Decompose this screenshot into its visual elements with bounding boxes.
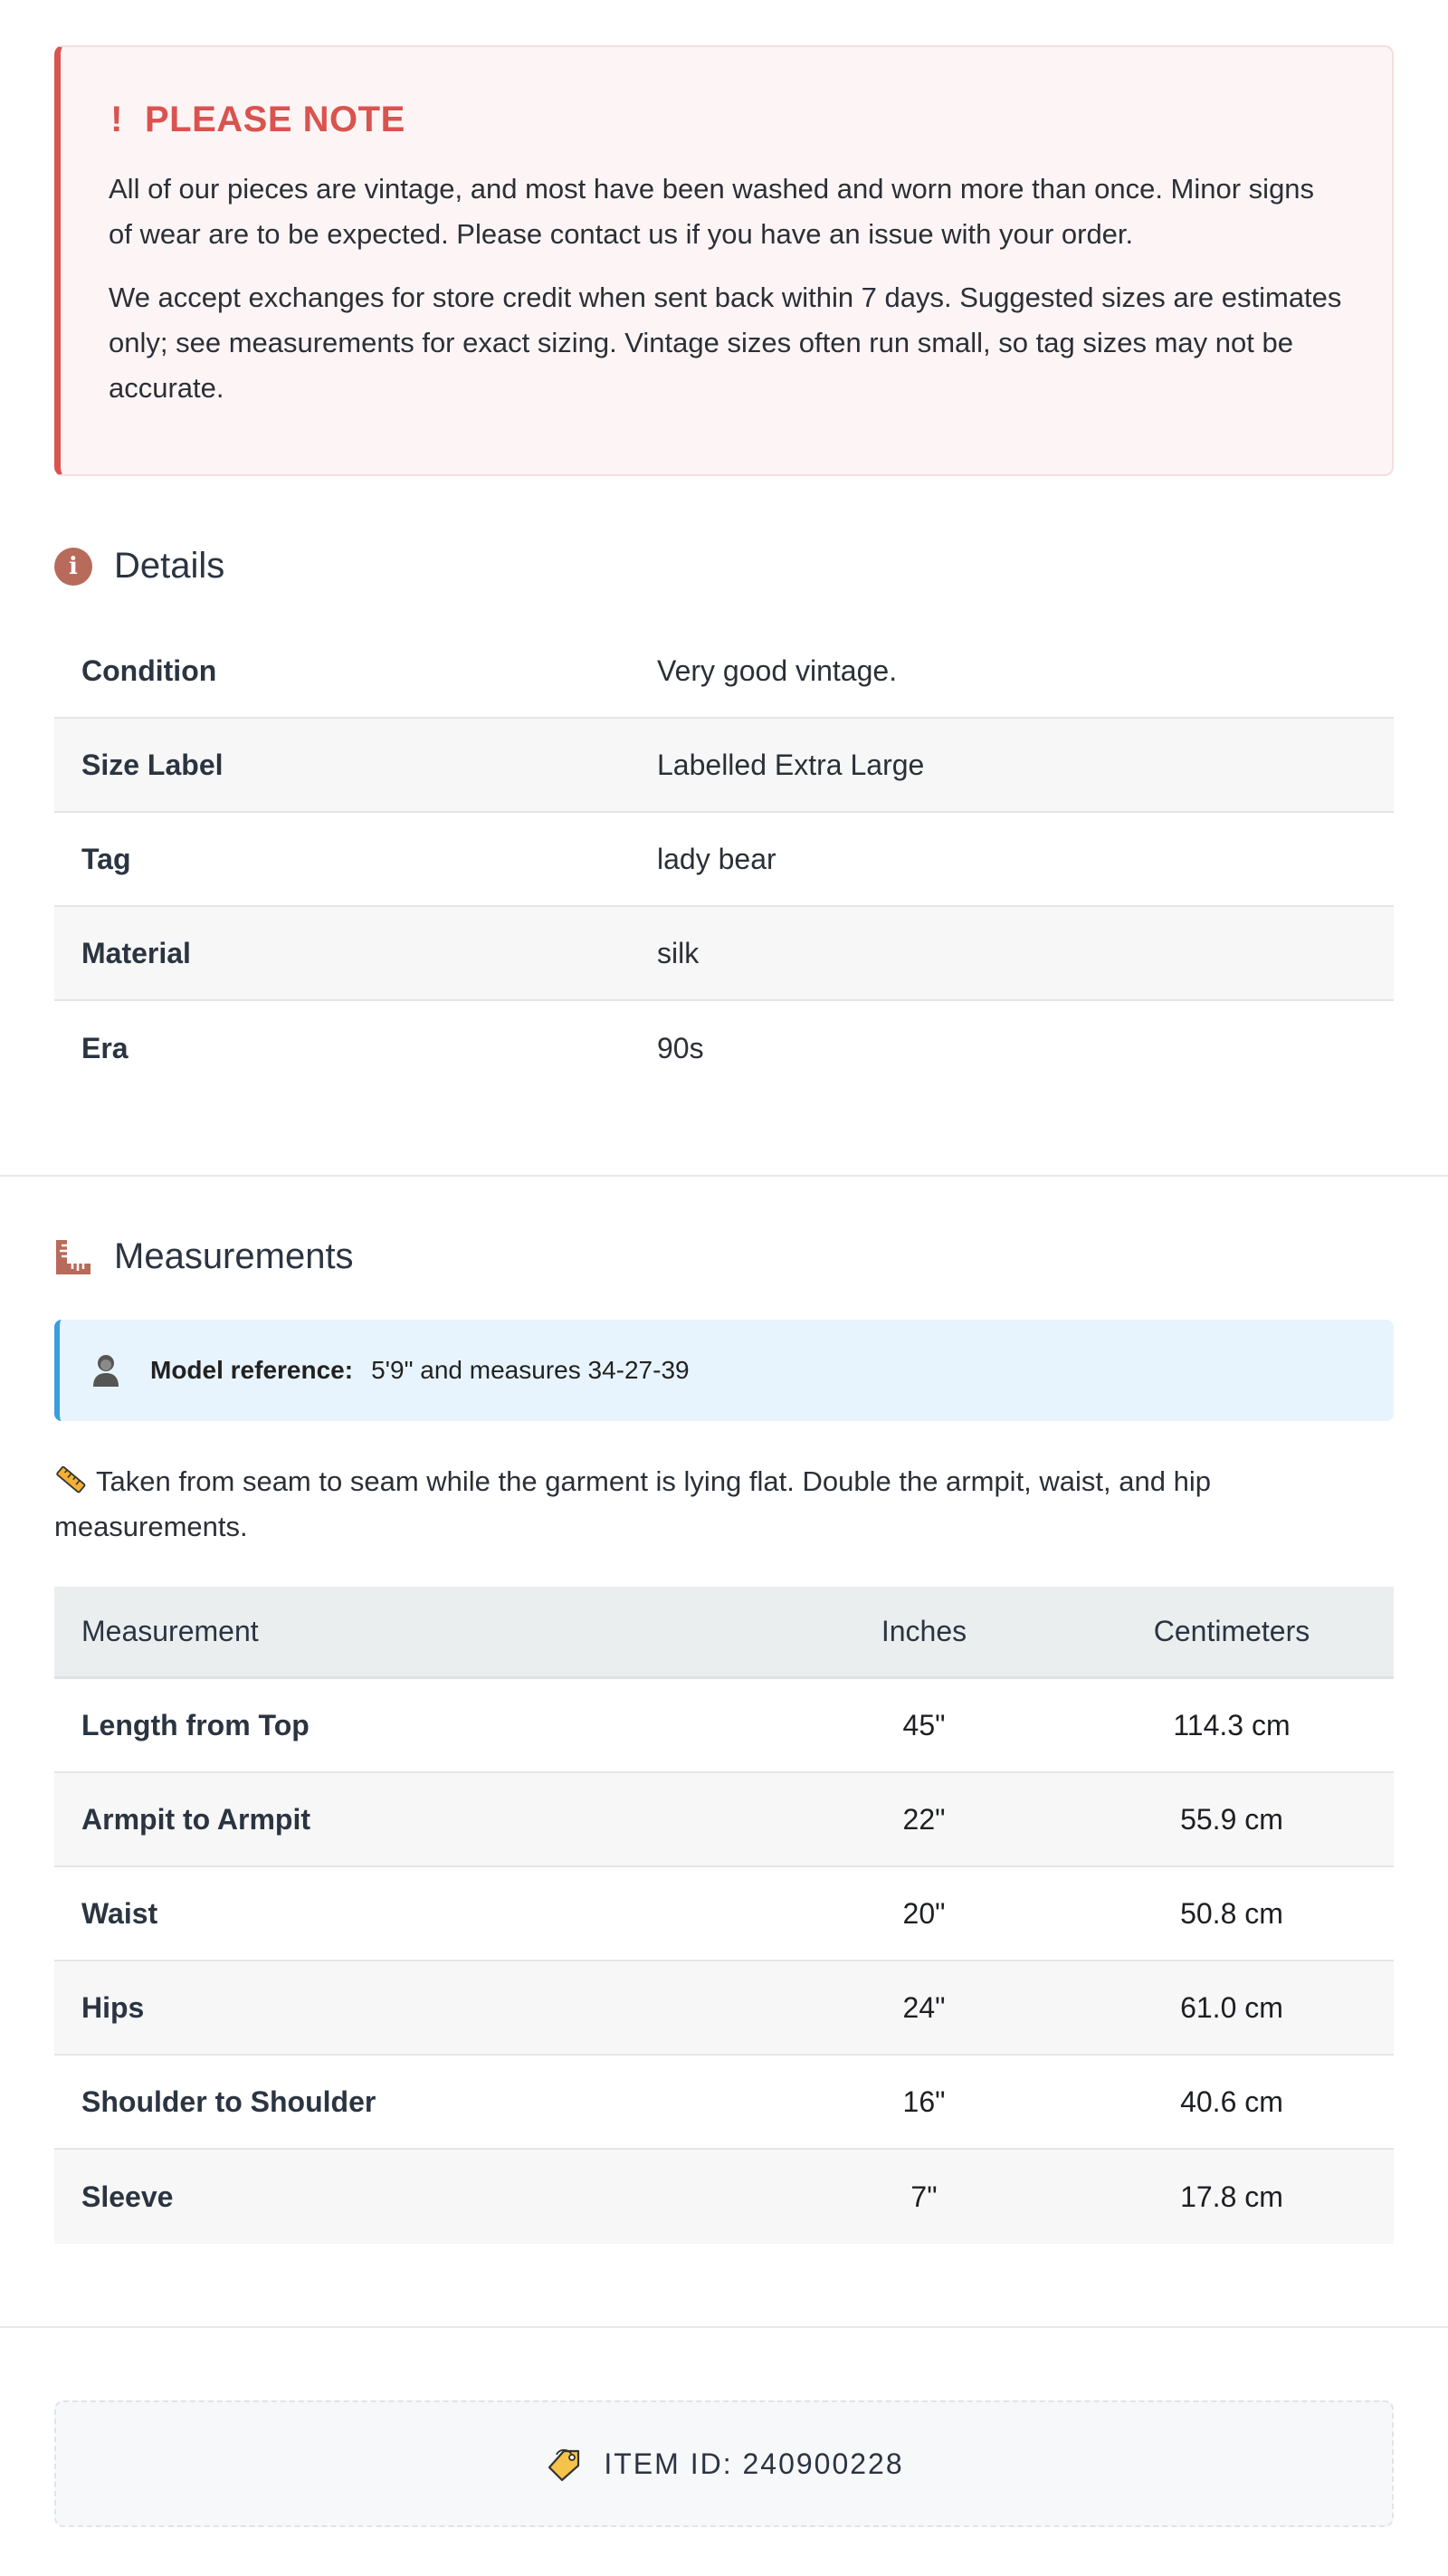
measurement-inches: 45" (902, 1708, 946, 1741)
measurement-inches: 22" (902, 1802, 946, 1836)
notice-heading (109, 100, 1345, 139)
table-row (54, 813, 1394, 907)
details-table (54, 625, 1394, 1095)
measurements-title: Measurements (114, 1236, 354, 1276)
notice-paragraph: All of our pieces are vintage, and most have been washed and worn more than once. Minor signs of wear are to be expected. Please contact us if you have an issue with your order. (109, 173, 1315, 250)
table-row (54, 719, 1394, 813)
measurement-name: Sleeve (81, 2180, 174, 2213)
measurement-cm: 61.0 cm (1180, 1990, 1283, 2024)
table-row (54, 2056, 1394, 2150)
detail-value: silk (657, 936, 700, 969)
measurement-inches: 20" (902, 1896, 946, 1930)
detail-value: Very good vintage. (657, 654, 898, 687)
measurement-cm: 17.8 cm (1180, 2180, 1283, 2213)
measurement-cm: 40.6 cm (1180, 2085, 1283, 2118)
model-reference-label: Model reference: (150, 1356, 354, 1384)
notice-title: PLEASE NOTE (145, 99, 405, 139)
measurement-cm: 55.9 cm (1180, 1802, 1283, 1836)
info-icon: i (54, 548, 92, 586)
table-row (54, 1961, 1394, 2056)
measurement-name: Hips (81, 1990, 145, 2024)
table-row (54, 1867, 1394, 1961)
item-id-box (54, 2400, 1394, 2527)
measurement-inches: 24" (902, 1990, 946, 2024)
column-header: Centimeters (1153, 1615, 1310, 1647)
measurement-name: Waist (81, 1896, 158, 1930)
item-id-label: ITEM ID: 240900228 (604, 2447, 904, 2480)
detail-value: Labelled Extra Large (657, 748, 925, 781)
measurement-inches: 16" (902, 2085, 946, 2118)
model-reference-callout (54, 1320, 1394, 1421)
table-row (54, 907, 1394, 1001)
section-divider (0, 1175, 1448, 1177)
measurements-table (54, 1587, 1394, 2244)
measurement-note (54, 1459, 1394, 1550)
table-row (54, 625, 1394, 719)
details-title: Details (114, 546, 225, 586)
section-divider (0, 2326, 1448, 2328)
measurement-note-text: Taken from seam to seam while the garment is lying flat. Double the armpit, waist, and hip measurements. (54, 1465, 1211, 1542)
measurements-heading (54, 1236, 354, 1277)
notice-paragraph: We accept exchanges for store credit when sent back within 7 days. Suggested sizes are estimates only; see measurements for exact sizing. Vintage sizes often run small, so tag sizes may not be accurate. (109, 281, 1342, 404)
measurement-cm: 50.8 cm (1180, 1896, 1283, 1930)
measurement-name: Length from Top (81, 1708, 310, 1741)
table-row (54, 2150, 1394, 2244)
detail-key: Tag (81, 842, 131, 875)
ruler-pencil-icon (54, 1464, 87, 1496)
measurement-inches: 7" (910, 2180, 938, 2213)
model-reference-value: 5'9" and measures 34-27-39 (371, 1356, 690, 1384)
detail-key: Condition (81, 654, 217, 687)
detail-key: Material (81, 936, 191, 969)
column-header: Measurement (81, 1615, 259, 1647)
detail-key: Size Label (81, 748, 224, 781)
details-heading (54, 546, 224, 587)
table-row (54, 1773, 1394, 1867)
table-header-row (54, 1587, 1394, 1679)
measurements-rows (54, 1679, 1394, 2244)
measurement-cm: 114.3 cm (1173, 1708, 1291, 1741)
exclamation-icon: ! (110, 99, 123, 139)
person-icon (90, 1353, 121, 1388)
column-header: Inches (881, 1615, 967, 1647)
measurement-name: Shoulder to Shoulder (81, 2085, 376, 2118)
ruler-icon (54, 1238, 92, 1276)
detail-value: lady bear (657, 842, 776, 875)
detail-value: 90s (657, 1031, 704, 1064)
table-row (54, 1001, 1394, 1095)
please-note-box (54, 45, 1394, 476)
measurement-name: Armpit to Armpit (81, 1802, 311, 1836)
table-row (54, 1679, 1394, 1773)
tag-icon (544, 2444, 584, 2484)
detail-key: Era (81, 1031, 129, 1064)
